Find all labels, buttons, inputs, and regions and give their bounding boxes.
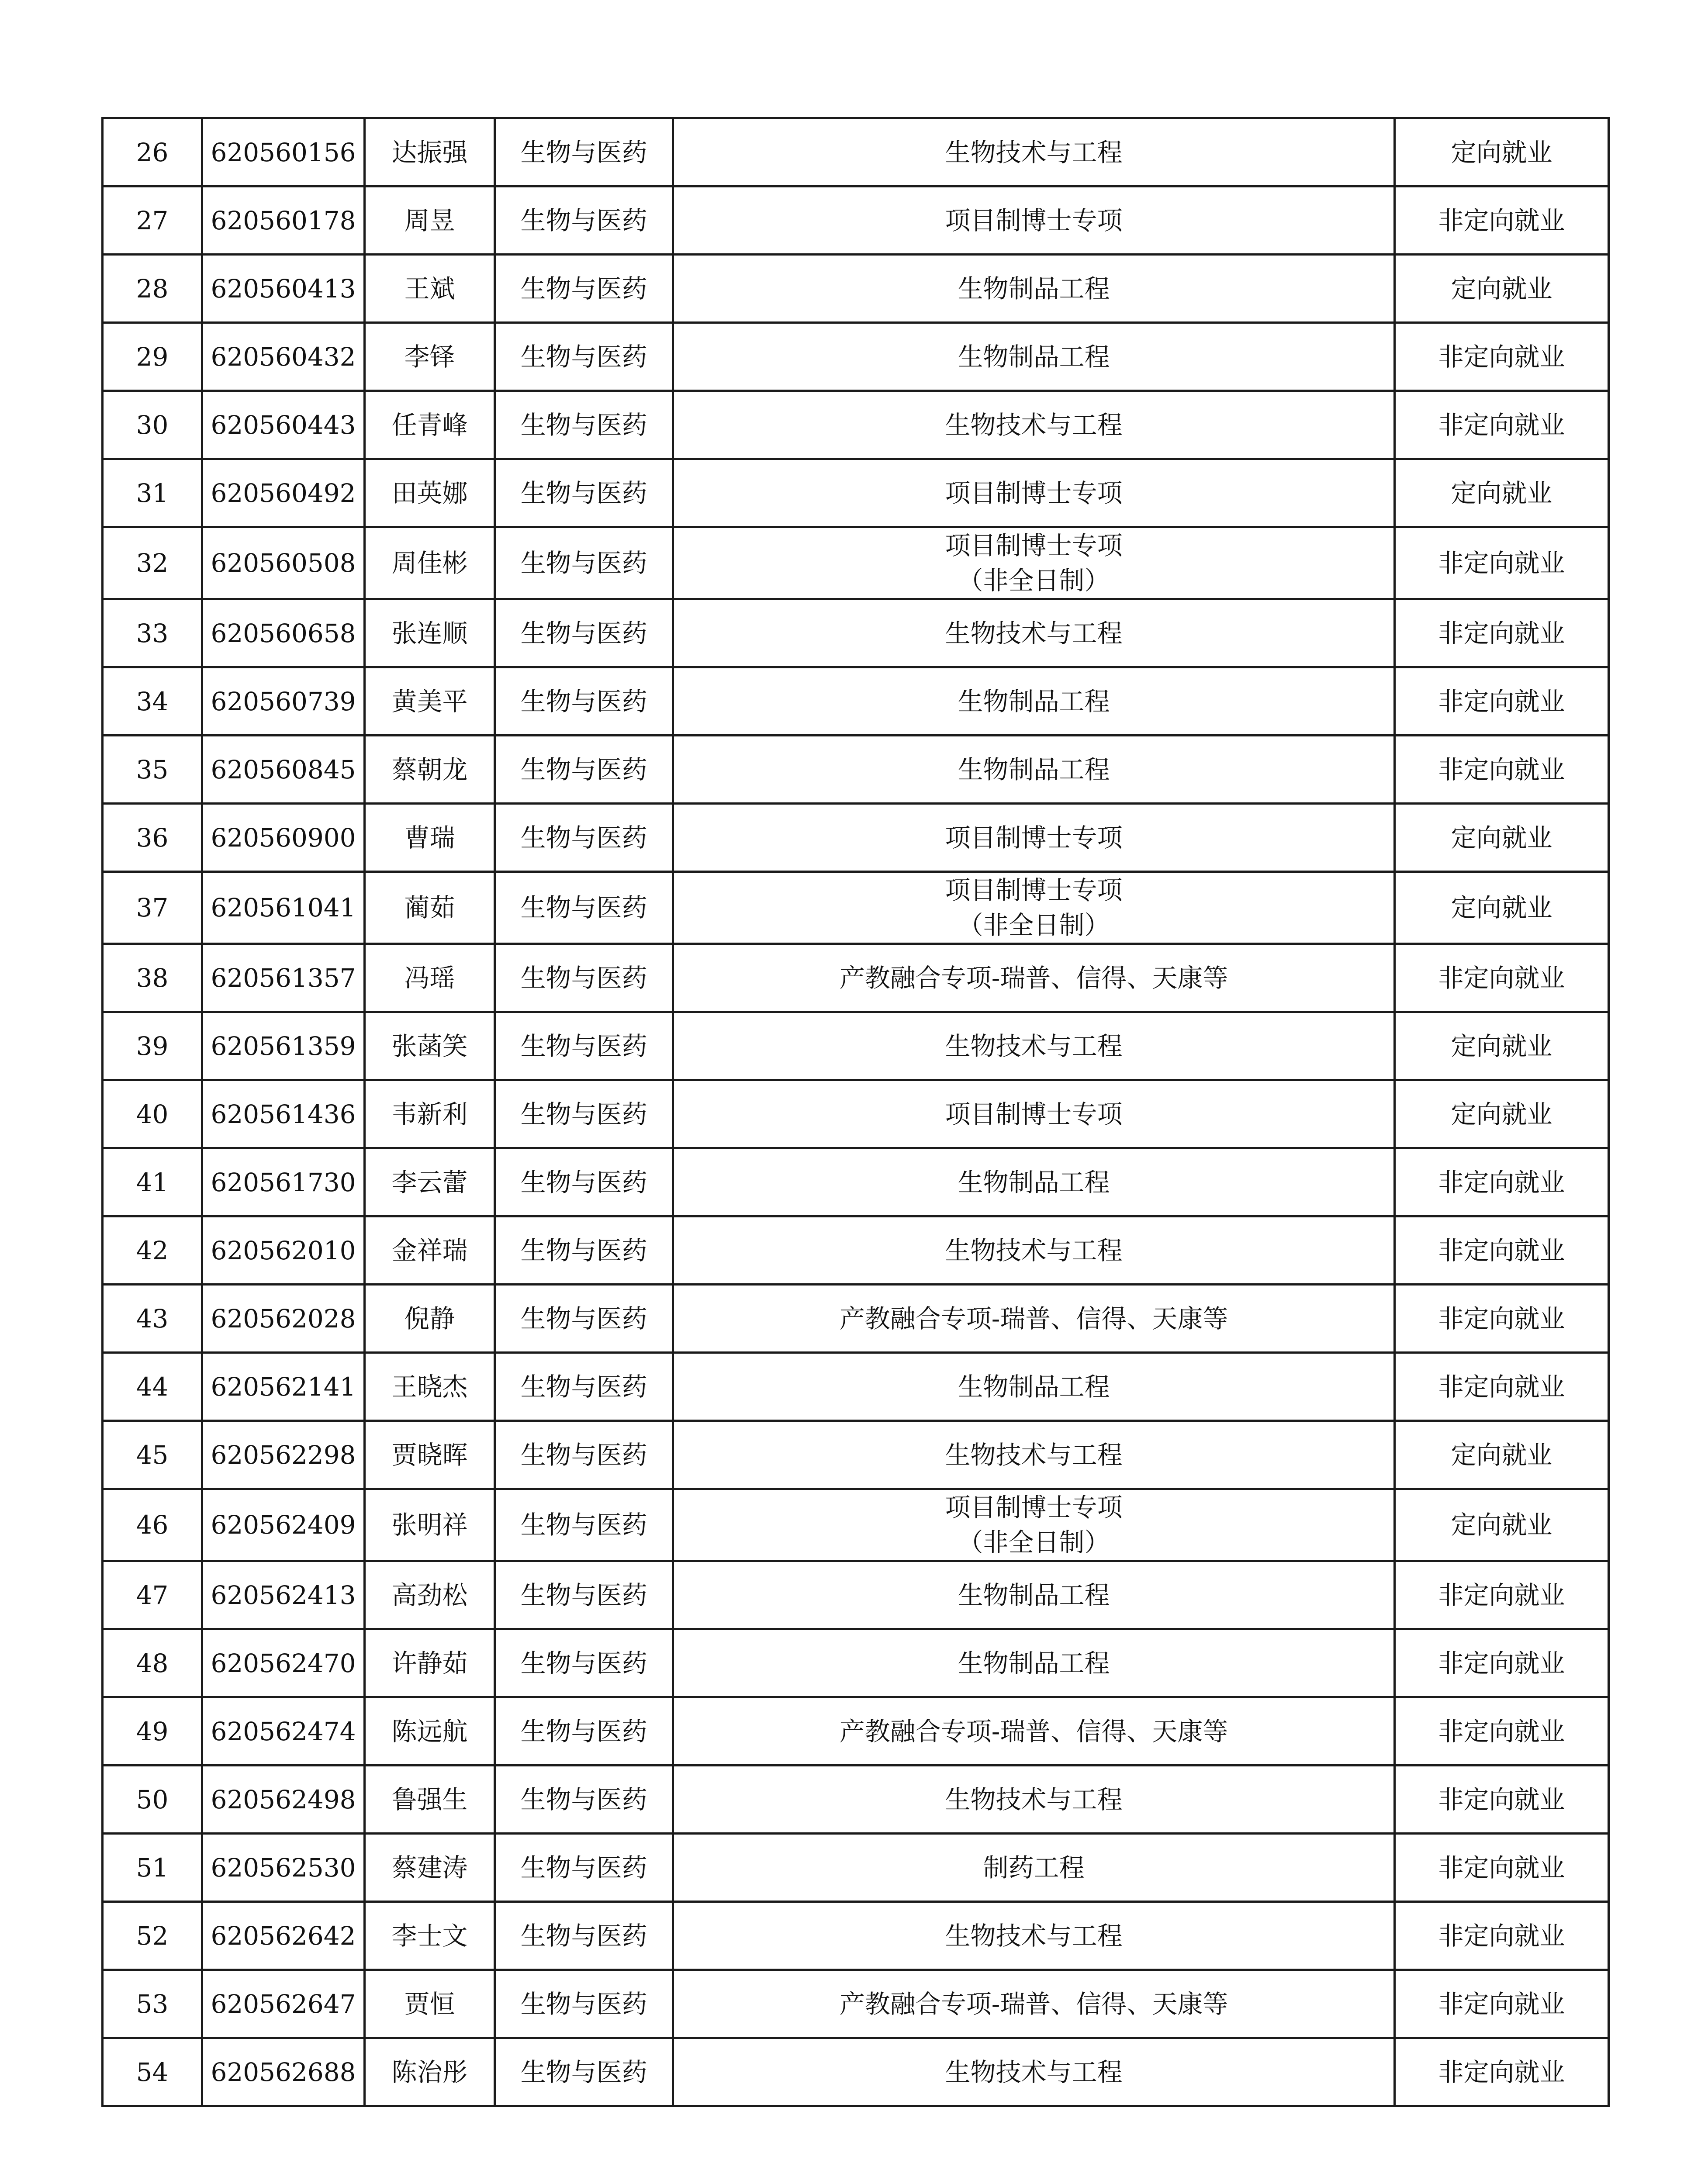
major-line: 项目制博士专项 [945, 478, 1123, 508]
student-id-cell: 620562413 [202, 1561, 365, 1629]
row-number-cell: 52 [103, 1902, 202, 1970]
discipline-cell: 生物与医药 [495, 118, 673, 187]
student-id-cell: 620560413 [202, 255, 365, 323]
student-id-cell: 620562028 [202, 1285, 365, 1353]
student-id-cell: 620560658 [202, 599, 365, 667]
major-cell [673, 255, 1395, 323]
table-row [103, 459, 1609, 527]
table-row [103, 1902, 1609, 1970]
discipline-cell: 生物与医药 [495, 1834, 673, 1902]
discipline-cell: 生物与医药 [495, 255, 673, 323]
student-name-cell: 王斌 [365, 255, 495, 323]
major-line: 产教融合专项-瑞普、信得、天康等 [839, 1989, 1228, 2019]
student-id-cell: 620561041 [202, 872, 365, 944]
major-line: 生物制品工程 [958, 1648, 1110, 1678]
discipline-cell: 生物与医药 [495, 391, 673, 459]
row-number-cell: 31 [103, 459, 202, 527]
major-cell [673, 1080, 1395, 1148]
row-number-cell: 28 [103, 255, 202, 323]
major-cell [673, 1629, 1395, 1697]
row-number-cell: 45 [103, 1421, 202, 1489]
row-number-cell: 41 [103, 1148, 202, 1216]
employment-type-cell: 定向就业 [1395, 804, 1609, 872]
discipline-cell: 生物与医药 [495, 667, 673, 736]
major-cell [673, 527, 1395, 599]
student-id-cell: 620562470 [202, 1629, 365, 1697]
employment-type-cell: 非定向就业 [1395, 599, 1609, 667]
table-row [103, 1970, 1609, 2038]
student-id-cell: 620560178 [202, 187, 365, 255]
major-line: 生物技术与工程 [945, 2057, 1123, 2087]
student-name-cell: 张明祥 [365, 1489, 495, 1561]
employment-type-cell: 非定向就业 [1395, 1834, 1609, 1902]
major-line: 生物制品工程 [958, 342, 1110, 372]
employment-type-cell: 非定向就业 [1395, 187, 1609, 255]
employment-type-cell: 定向就业 [1395, 459, 1609, 527]
table-row [103, 527, 1609, 599]
major-line: 生物技术与工程 [945, 137, 1123, 167]
student-name-cell: 蔡建涛 [365, 1834, 495, 1902]
major-cell [673, 118, 1395, 187]
employment-type-cell: 非定向就业 [1395, 1285, 1609, 1353]
student-id-cell: 620562010 [202, 1216, 365, 1285]
employment-type-cell: 定向就业 [1395, 1080, 1609, 1148]
student-name-cell: 韦新利 [365, 1080, 495, 1148]
table-row [103, 1216, 1609, 1285]
major-line: 生物技术与工程 [945, 1784, 1123, 1814]
row-number-cell: 50 [103, 1766, 202, 1834]
student-name-cell: 贾晓晖 [365, 1421, 495, 1489]
student-id-cell: 620562642 [202, 1902, 365, 1970]
major-line: 项目制博士专项 [945, 531, 1123, 560]
discipline-cell: 生物与医药 [495, 1629, 673, 1697]
major-line: 项目制博士专项 [945, 1099, 1123, 1129]
major-line: 项目制博士专项 [945, 822, 1123, 853]
row-number-cell: 39 [103, 1012, 202, 1080]
employment-type-cell: 非定向就业 [1395, 391, 1609, 459]
major-line: 生物技术与工程 [945, 618, 1123, 648]
discipline-cell: 生物与医药 [495, 527, 673, 599]
employment-type-cell: 非定向就业 [1395, 1353, 1609, 1421]
discipline-cell: 生物与医药 [495, 599, 673, 667]
major-line: 生物制品工程 [958, 1580, 1110, 1610]
employment-type-cell: 非定向就业 [1395, 667, 1609, 736]
employment-type-cell: 定向就业 [1395, 255, 1609, 323]
student-id-cell: 620560432 [202, 323, 365, 391]
discipline-cell: 生物与医药 [495, 187, 673, 255]
discipline-cell: 生物与医药 [495, 1902, 673, 1970]
major-line: 生物制品工程 [958, 1372, 1110, 1402]
student-name-cell: 李云蕾 [365, 1148, 495, 1216]
student-id-cell: 620561730 [202, 1148, 365, 1216]
employment-type-cell: 非定向就业 [1395, 1216, 1609, 1285]
major-line: 生物技术与工程 [945, 1235, 1123, 1265]
student-name-cell: 蔺茹 [365, 872, 495, 944]
student-id-cell: 620562498 [202, 1766, 365, 1834]
major-cell [673, 1902, 1395, 1970]
major-line: 生物技术与工程 [945, 1921, 1123, 1951]
discipline-cell: 生物与医药 [495, 1489, 673, 1561]
table-row [103, 804, 1609, 872]
major-cell [673, 187, 1395, 255]
employment-type-cell: 非定向就业 [1395, 1970, 1609, 2038]
student-id-cell: 620560900 [202, 804, 365, 872]
student-name-cell: 鲁强生 [365, 1766, 495, 1834]
employment-type-cell: 非定向就业 [1395, 527, 1609, 599]
employment-type-cell: 定向就业 [1395, 1489, 1609, 1561]
student-name-cell: 周佳彬 [365, 527, 495, 599]
table-row [103, 1834, 1609, 1902]
major-line: 生物制品工程 [958, 754, 1110, 784]
major-line: （非全日制） [958, 1527, 1110, 1557]
row-number-cell: 42 [103, 1216, 202, 1285]
student-id-cell: 620561359 [202, 1012, 365, 1080]
row-number-cell: 46 [103, 1489, 202, 1561]
employment-type-cell: 定向就业 [1395, 1012, 1609, 1080]
row-number-cell: 27 [103, 187, 202, 255]
major-line: 项目制博士专项 [945, 205, 1123, 235]
discipline-cell: 生物与医药 [495, 2038, 673, 2106]
table-row [103, 872, 1609, 944]
roster-table-body [103, 118, 1609, 2106]
employment-type-cell: 定向就业 [1395, 118, 1609, 187]
table-row [103, 667, 1609, 736]
student-name-cell: 许静茹 [365, 1629, 495, 1697]
employment-type-cell: 非定向就业 [1395, 1148, 1609, 1216]
student-name-cell: 陈远航 [365, 1697, 495, 1766]
major-line: 生物制品工程 [958, 1167, 1110, 1197]
major-cell [673, 1148, 1395, 1216]
table-row [103, 1561, 1609, 1629]
row-number-cell: 26 [103, 118, 202, 187]
discipline-cell: 生物与医药 [495, 872, 673, 944]
employment-type-cell: 非定向就业 [1395, 944, 1609, 1012]
table-row [103, 2038, 1609, 2106]
row-number-cell: 30 [103, 391, 202, 459]
major-cell [673, 1285, 1395, 1353]
major-cell [673, 323, 1395, 391]
major-cell [673, 872, 1395, 944]
major-cell [673, 944, 1395, 1012]
table-row [103, 1285, 1609, 1353]
roster-page [101, 117, 1608, 2107]
major-cell [673, 804, 1395, 872]
discipline-cell: 生物与医药 [495, 1216, 673, 1285]
table-row [103, 391, 1609, 459]
row-number-cell: 33 [103, 599, 202, 667]
row-number-cell: 44 [103, 1353, 202, 1421]
row-number-cell: 38 [103, 944, 202, 1012]
major-line: （非全日制） [958, 566, 1110, 595]
student-name-cell: 张连顺 [365, 599, 495, 667]
major-line: 产教融合专项-瑞普、信得、天康等 [839, 963, 1228, 993]
table-row [103, 1629, 1609, 1697]
major-cell [673, 1012, 1395, 1080]
student-id-cell: 620560845 [202, 736, 365, 804]
student-name-cell: 冯瑶 [365, 944, 495, 1012]
row-number-cell: 32 [103, 527, 202, 599]
major-cell [673, 1834, 1395, 1902]
major-line: （非全日制） [958, 910, 1110, 940]
major-line: 项目制博士专项 [945, 1493, 1123, 1522]
student-id-cell: 620562141 [202, 1353, 365, 1421]
student-name-cell: 张菡笑 [365, 1012, 495, 1080]
major-cell [673, 736, 1395, 804]
student-id-cell: 620561357 [202, 944, 365, 1012]
discipline-cell: 生物与医药 [495, 1353, 673, 1421]
discipline-cell: 生物与医药 [495, 944, 673, 1012]
student-name-cell: 贾恒 [365, 1970, 495, 2038]
student-name-cell: 高劲松 [365, 1561, 495, 1629]
discipline-cell: 生物与医药 [495, 459, 673, 527]
student-id-cell: 620560443 [202, 391, 365, 459]
employment-type-cell: 非定向就业 [1395, 1629, 1609, 1697]
employment-type-cell: 定向就业 [1395, 1421, 1609, 1489]
student-name-cell: 曹瑞 [365, 804, 495, 872]
row-number-cell: 53 [103, 1970, 202, 2038]
employment-type-cell: 非定向就业 [1395, 736, 1609, 804]
student-name-cell: 陈治彤 [365, 2038, 495, 2106]
student-name-cell: 李铎 [365, 323, 495, 391]
student-name-cell: 金祥瑞 [365, 1216, 495, 1285]
student-name-cell: 李士文 [365, 1902, 495, 1970]
row-number-cell: 54 [103, 2038, 202, 2106]
row-number-cell: 43 [103, 1285, 202, 1353]
discipline-cell: 生物与医药 [495, 1561, 673, 1629]
major-cell [673, 1421, 1395, 1489]
employment-type-cell: 非定向就业 [1395, 323, 1609, 391]
discipline-cell: 生物与医药 [495, 323, 673, 391]
student-name-cell: 黄美平 [365, 667, 495, 736]
student-id-cell: 620562647 [202, 1970, 365, 2038]
student-name-cell: 任青峰 [365, 391, 495, 459]
student-id-cell: 620562298 [202, 1421, 365, 1489]
major-cell [673, 1216, 1395, 1285]
major-cell [673, 599, 1395, 667]
row-number-cell: 34 [103, 667, 202, 736]
major-line: 产教融合专项-瑞普、信得、天康等 [839, 1716, 1228, 1746]
table-row [103, 1148, 1609, 1216]
student-name-cell: 田英娜 [365, 459, 495, 527]
table-row [103, 1697, 1609, 1766]
table-row [103, 323, 1609, 391]
major-cell [673, 1697, 1395, 1766]
discipline-cell: 生物与医药 [495, 1766, 673, 1834]
student-id-cell: 620562409 [202, 1489, 365, 1561]
major-cell [673, 1766, 1395, 1834]
student-id-cell: 620560156 [202, 118, 365, 187]
row-number-cell: 48 [103, 1629, 202, 1697]
employment-type-cell: 定向就业 [1395, 872, 1609, 944]
discipline-cell: 生物与医药 [495, 736, 673, 804]
employment-type-cell: 非定向就业 [1395, 2038, 1609, 2106]
discipline-cell: 生物与医药 [495, 1970, 673, 2038]
table-row [103, 187, 1609, 255]
table-row [103, 1012, 1609, 1080]
major-cell [673, 391, 1395, 459]
table-row [103, 1080, 1609, 1148]
row-number-cell: 47 [103, 1561, 202, 1629]
discipline-cell: 生物与医药 [495, 1285, 673, 1353]
major-line: 生物制品工程 [958, 273, 1110, 304]
student-id-cell: 620560492 [202, 459, 365, 527]
employment-type-cell: 非定向就业 [1395, 1561, 1609, 1629]
major-line: 生物制品工程 [958, 686, 1110, 716]
table-row [103, 599, 1609, 667]
major-line: 制药工程 [983, 1852, 1085, 1883]
discipline-cell: 生物与医药 [495, 1080, 673, 1148]
table-row [103, 255, 1609, 323]
major-cell [673, 1353, 1395, 1421]
row-number-cell: 37 [103, 872, 202, 944]
discipline-cell: 生物与医药 [495, 1148, 673, 1216]
major-cell [673, 1561, 1395, 1629]
row-number-cell: 49 [103, 1697, 202, 1766]
student-name-cell: 倪静 [365, 1285, 495, 1353]
major-cell [673, 667, 1395, 736]
major-cell [673, 1489, 1395, 1561]
student-id-cell: 620562530 [202, 1834, 365, 1902]
row-number-cell: 51 [103, 1834, 202, 1902]
major-cell [673, 1970, 1395, 2038]
student-name-cell: 蔡朝龙 [365, 736, 495, 804]
table-row [103, 118, 1609, 187]
discipline-cell: 生物与医药 [495, 1012, 673, 1080]
employment-type-cell: 非定向就业 [1395, 1902, 1609, 1970]
student-id-cell: 620560739 [202, 667, 365, 736]
table-row [103, 736, 1609, 804]
major-cell [673, 459, 1395, 527]
major-line: 项目制博士专项 [945, 875, 1123, 905]
row-number-cell: 29 [103, 323, 202, 391]
roster-table [101, 117, 1610, 2107]
student-id-cell: 620562688 [202, 2038, 365, 2106]
row-number-cell: 36 [103, 804, 202, 872]
table-row [103, 1766, 1609, 1834]
discipline-cell: 生物与医药 [495, 1421, 673, 1489]
student-name-cell: 周昱 [365, 187, 495, 255]
student-name-cell: 达振强 [365, 118, 495, 187]
employment-type-cell: 非定向就业 [1395, 1766, 1609, 1834]
major-line: 生物技术与工程 [945, 410, 1123, 440]
student-id-cell: 620562474 [202, 1697, 365, 1766]
row-number-cell: 35 [103, 736, 202, 804]
discipline-cell: 生物与医药 [495, 1697, 673, 1766]
table-row [103, 944, 1609, 1012]
major-cell [673, 2038, 1395, 2106]
table-row [103, 1421, 1609, 1489]
major-line: 生物技术与工程 [945, 1440, 1123, 1470]
discipline-cell: 生物与医药 [495, 804, 673, 872]
table-row [103, 1353, 1609, 1421]
row-number-cell: 40 [103, 1080, 202, 1148]
table-row [103, 1489, 1609, 1561]
major-line: 生物技术与工程 [945, 1031, 1123, 1061]
student-name-cell: 王晓杰 [365, 1353, 495, 1421]
student-id-cell: 620560508 [202, 527, 365, 599]
student-id-cell: 620561436 [202, 1080, 365, 1148]
major-line: 产教融合专项-瑞普、信得、天康等 [839, 1303, 1228, 1334]
employment-type-cell: 非定向就业 [1395, 1697, 1609, 1766]
